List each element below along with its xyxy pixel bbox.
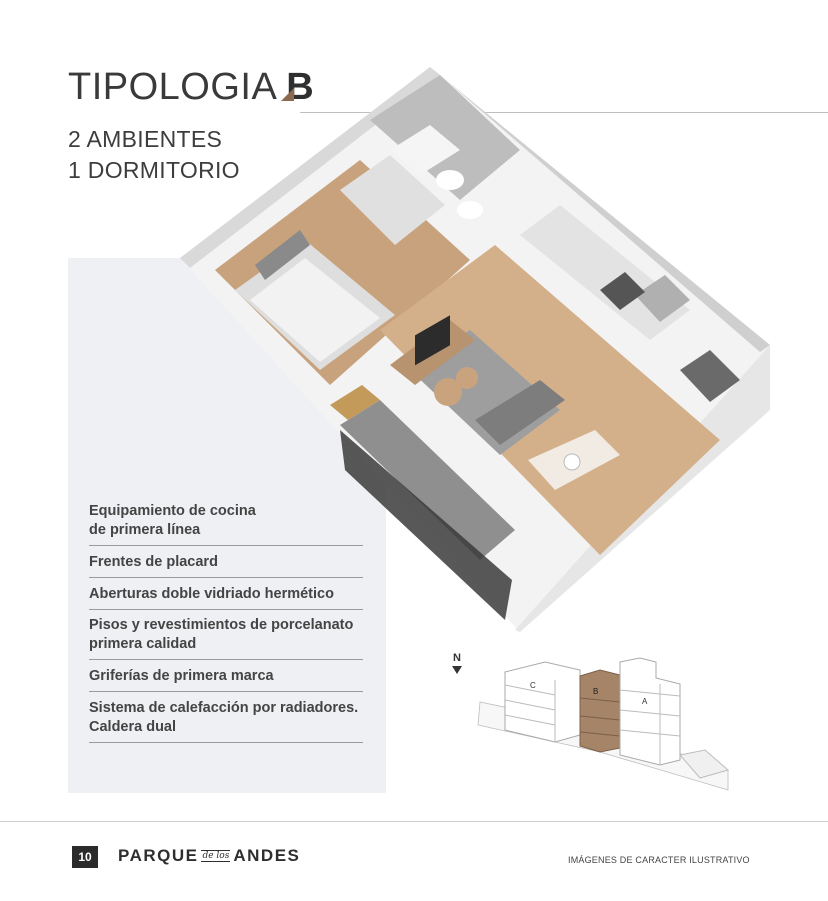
site-block-a: [620, 658, 680, 765]
feature-item-calefaccion: [89, 699, 363, 737]
brand-script: de los: [202, 851, 230, 861]
title-letter: B: [286, 66, 315, 108]
feature-divider: [89, 659, 363, 660]
feature-item-cocina: [89, 502, 363, 540]
site-block-b: [580, 670, 620, 752]
feature-line: Aberturas doble vidriado hermético: [89, 586, 334, 602]
site-plan-map: [470, 650, 732, 795]
feature-line: Griferías de primera marca: [89, 668, 274, 684]
title-prefix: TIPOLOGIA: [68, 66, 276, 108]
plan-bidet: [457, 201, 483, 219]
page-number: 10: [72, 846, 98, 868]
site-label-a: A: [642, 697, 648, 706]
feature-line: Pisos y revestimientos de porcelanato: [89, 617, 354, 633]
illustrative-disclaimer: IMÁGENES DE CARACTER ILUSTRATIVO: [568, 855, 750, 865]
subtitle-ambientes: 2 AMBIENTES: [68, 126, 223, 152]
feature-line: primera calidad: [89, 636, 197, 652]
north-indicator: [452, 652, 462, 674]
subtitle-dormitorio: 1 DORMITORIO: [68, 157, 240, 183]
brand-right: ANDES: [233, 846, 301, 865]
feature-item-griferias: [89, 667, 363, 686]
site-label-b: B: [593, 687, 599, 696]
feature-line: Equipamiento de cocina: [89, 503, 256, 519]
plan-centerpiece: [564, 454, 580, 470]
feature-divider: [89, 545, 363, 546]
feature-item-placard: [89, 553, 363, 572]
brand-logo: [118, 846, 300, 866]
brand-left: PARQUE: [118, 846, 199, 865]
plan-coffee-table-2: [456, 367, 478, 389]
footer-divider: [0, 821, 828, 822]
feature-item-aberturas: [89, 585, 363, 604]
feature-line: de primera línea: [89, 522, 201, 538]
feature-divider: [89, 609, 363, 610]
feature-line: Frentes de placard: [89, 554, 218, 570]
feature-line: Caldera dual: [89, 719, 177, 735]
feature-divider: [89, 577, 363, 578]
plan-toilet: [436, 170, 464, 190]
feature-divider: [89, 691, 363, 692]
north-label: N: [453, 652, 461, 664]
north-arrow-icon: [452, 666, 462, 674]
feature-line: Sistema de calefacción por radiadores.: [89, 700, 359, 716]
feature-item-pisos: [89, 616, 363, 654]
feature-divider: [89, 742, 363, 743]
site-label-c: C: [530, 681, 536, 690]
